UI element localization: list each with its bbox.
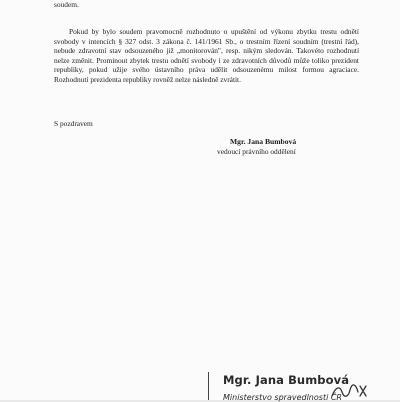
stamp-subtitle: Ministerstvo spravedlnosti ČR [223,393,342,402]
signature-role: vedoucí právního oddělení [217,147,296,156]
paragraph-main: Pokud by bylo soudem pravomocně rozhodnuto o upuštění od výkonu zbytku trestu odnětí svobody v intencích § 327 odst. 3 zákona č. 141/1961 Sb., o trestním řízení soudním (trestní řád), nebude zdravotní stav odsouzeného již „monitorován", resp. nikým sledován. Takovéto rozhodnutí nelze změnit. Prominout zbytek trestu odnětí svobody i ze zdravotních důvodů může toliko prezident republiky, pokud užije svého ústavního práva udělit odsouzenému milost formou agraciace. Rozhodnutí prezidenta republiky rovněž nelze následně zvrátit. [54,27,359,84]
signature-name: Mgr. Jana Bumbová [230,137,297,146]
stamp-name: Mgr. Jana Bumbová [223,373,350,387]
official-stamp [208,372,400,400]
closing-greeting: S pozdravem [54,119,93,128]
paragraph-continuation: soudem. [54,0,79,9]
handwritten-signature-icon [330,382,370,400]
